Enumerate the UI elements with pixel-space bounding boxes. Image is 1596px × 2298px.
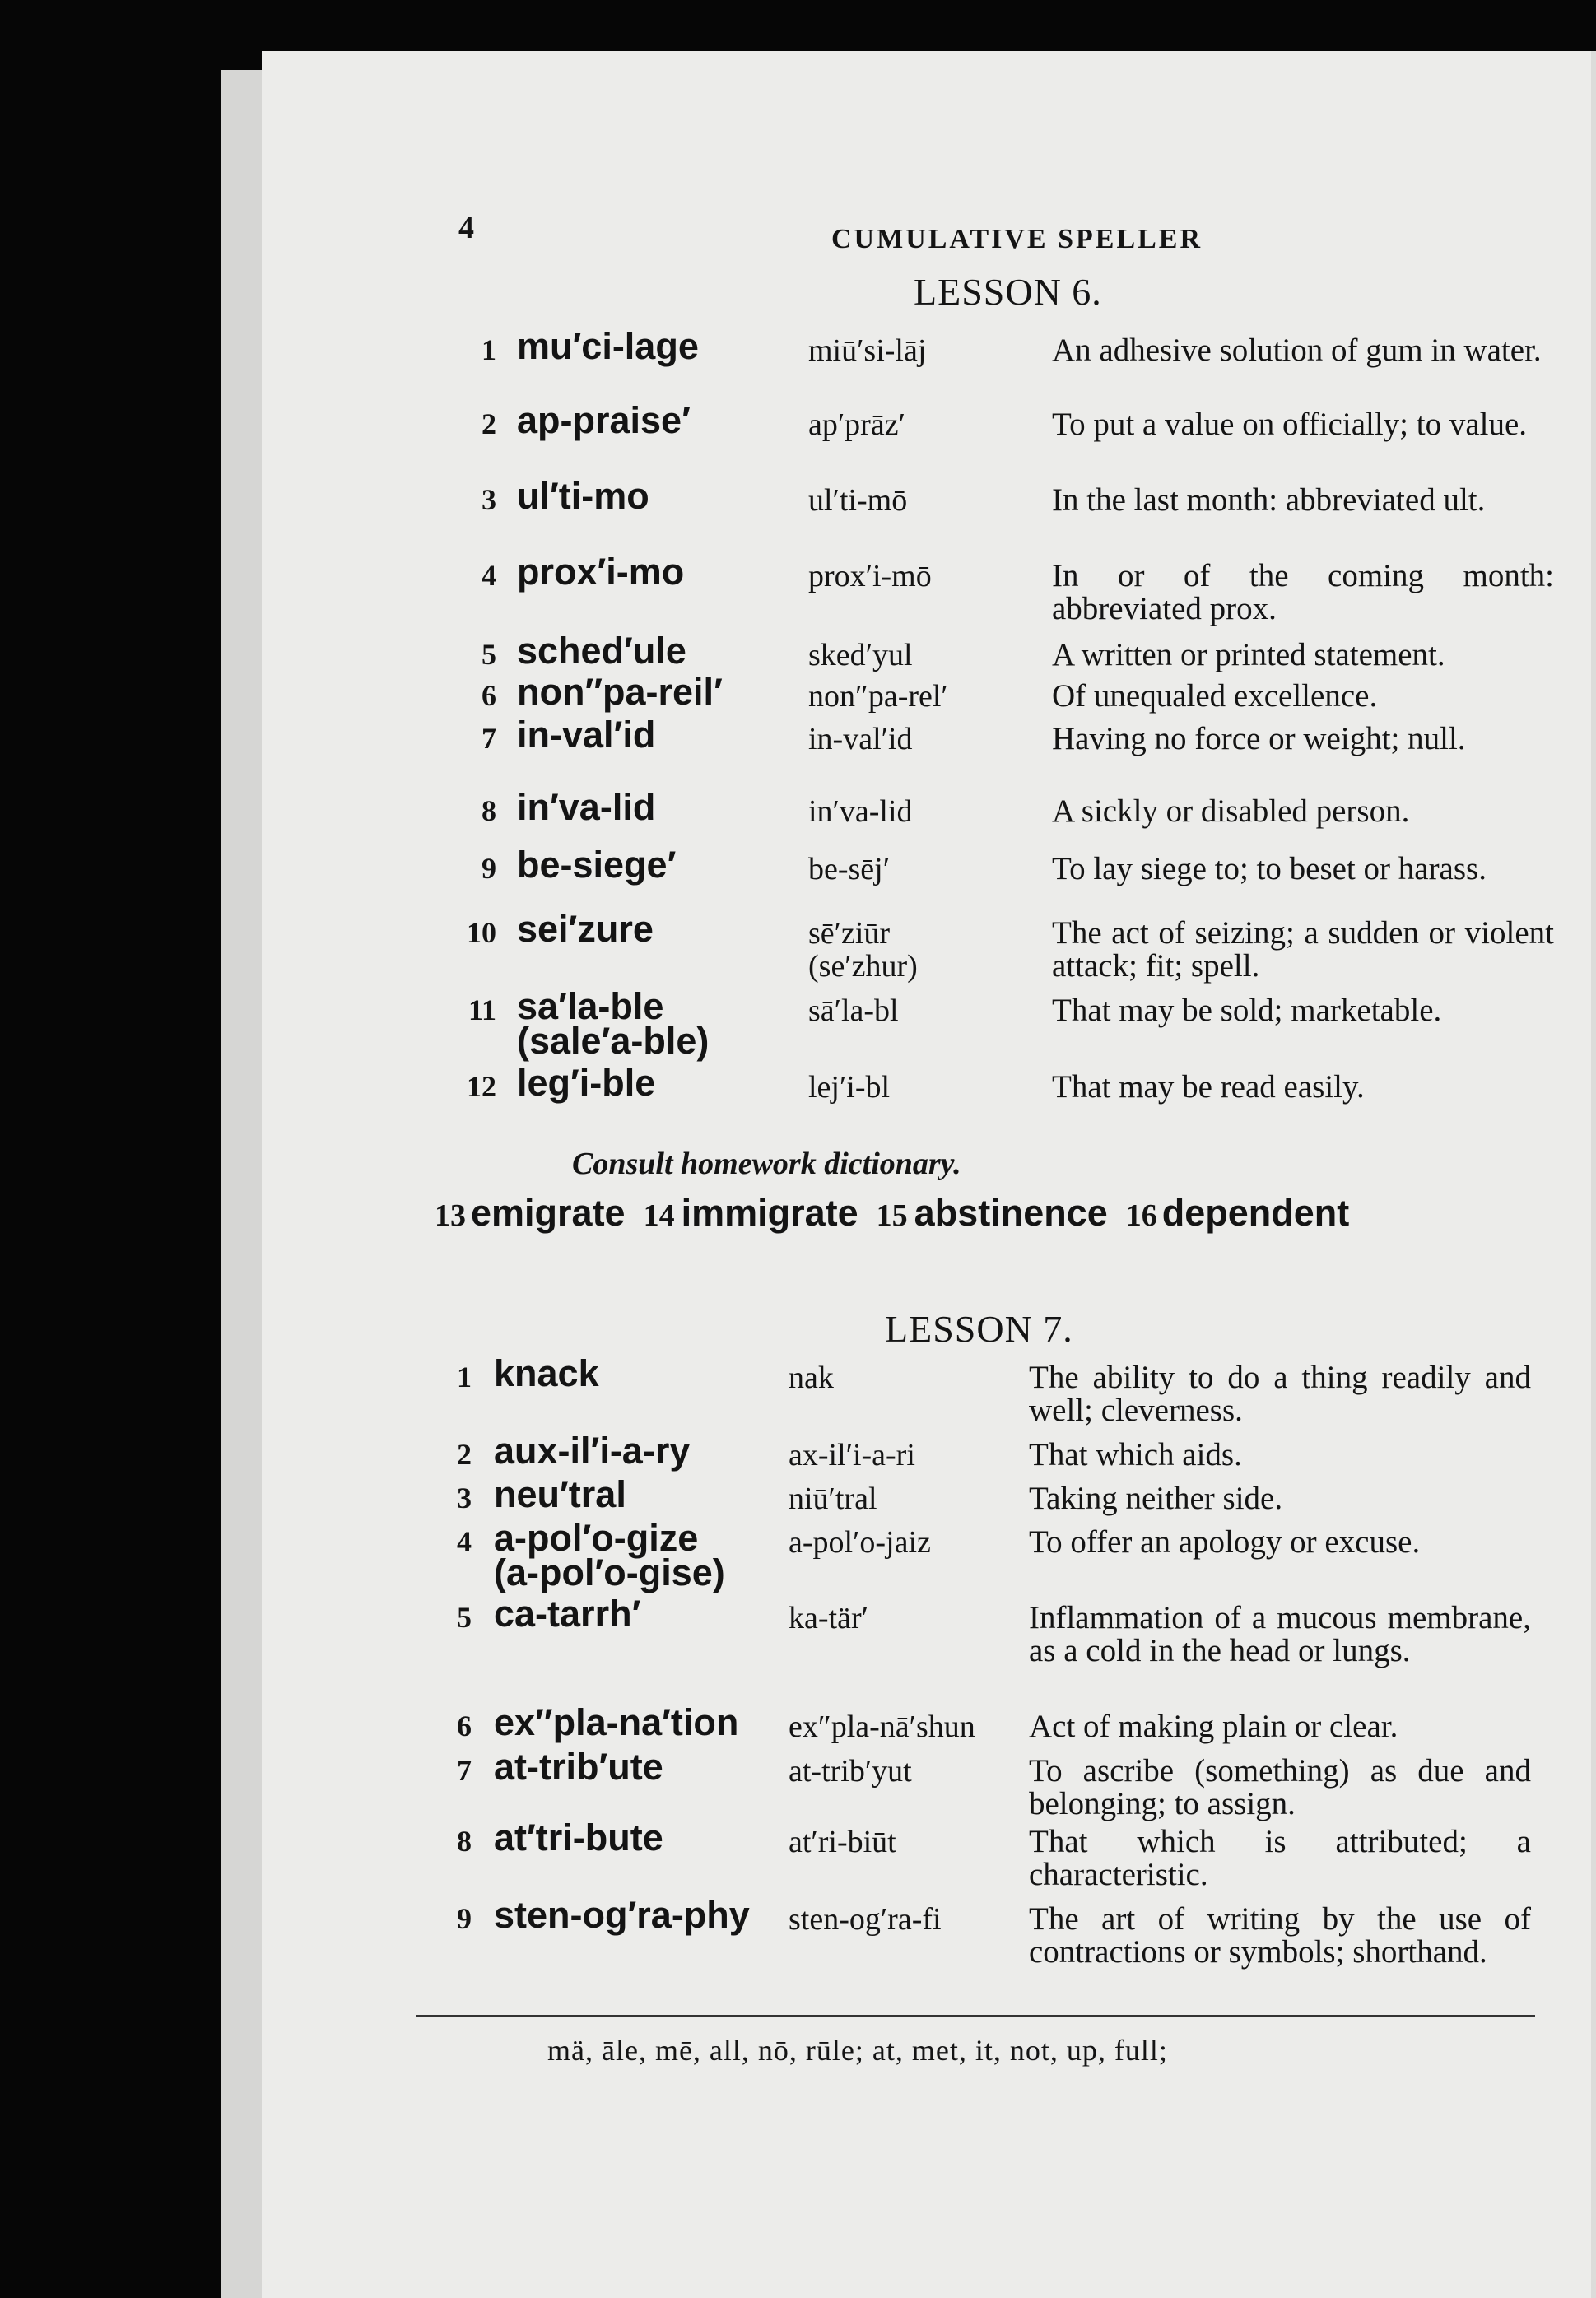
extra-number: 16 [1125, 1198, 1157, 1233]
entry-pronunciation [789, 1755, 912, 1788]
entry-pronunciation [808, 723, 913, 756]
entry-definition: To offer an apology or excuse. [1029, 1524, 1421, 1560]
entry-word-text: sten-og′ra-phy [494, 1894, 750, 1936]
lesson-6-extra-words [435, 1192, 1349, 1235]
entry-word [517, 714, 656, 756]
entry-definition: To ascribe (something) as due and belonging; to assign. [1029, 1753, 1531, 1821]
entry-number: 3 [482, 483, 496, 516]
entry-pronunciation [789, 1526, 931, 1559]
entry-word-text: ap-praise′ [517, 399, 691, 441]
entry-number: 6 [457, 1710, 472, 1742]
entry-pronunciation [789, 1361, 834, 1394]
entry-word-text: knack [494, 1352, 599, 1394]
entry-definition: The ability to do a thing readily and well; cleverness. [1029, 1360, 1531, 1428]
entry-word [494, 1701, 739, 1743]
entry-number: 11 [468, 993, 496, 1026]
extra-word: immigrate [681, 1192, 858, 1234]
entry-number: 8 [482, 794, 496, 827]
entry-definition: An adhesive solution of gum in water. [1052, 333, 1542, 368]
entry-word [494, 1593, 641, 1635]
entry-definition: The art of writing by the use of contractions or symbols; shorthand. [1029, 1901, 1531, 1970]
entry-definition: To put a value on officially; to value. [1052, 407, 1528, 442]
entry-pronunciation-text: sten-og′ra-fi [789, 1902, 942, 1937]
entry-word [494, 1817, 663, 1858]
entry-word [517, 908, 654, 950]
entry-word-text: in-val′id [517, 714, 656, 756]
entry-pronunciation [808, 680, 948, 713]
entry-definition: That which is attributed; a characteristic. [1029, 1824, 1531, 1892]
entry-word-text: non″pa-reil′ [517, 671, 723, 713]
entry-word [517, 1062, 656, 1104]
entry-word-text: at-trib′ute [494, 1746, 663, 1788]
entry-pronunciation-text: at′ri-biūt [789, 1825, 896, 1859]
entry-pronunciation-text: nak [789, 1361, 834, 1395]
entry-pronunciation-text: prox′i-mō [808, 559, 932, 593]
entry-word-text: ex″pla-na′tion [494, 1701, 739, 1743]
entry-pronunciation-text: niū′tral [789, 1482, 877, 1516]
entry-number: 9 [457, 1902, 472, 1935]
entry-pronunciation [808, 917, 918, 983]
entry-number: 6 [482, 679, 496, 712]
entry-pronunciation-text: a-pol′o-jaiz [789, 1525, 931, 1560]
page-left-edge [221, 70, 263, 2298]
entry-word [494, 1430, 691, 1472]
entry-definition: Inflammation of a mucous membrane, as a cold in the head or lungs. [1029, 1600, 1531, 1668]
entry-pronunciation [808, 560, 932, 593]
entry-pronunciation-text: miū′si-lāj [808, 333, 927, 368]
entry-definition: That may be read easily. [1052, 1069, 1365, 1105]
entry-word-alt: (sale′a-ble) [517, 1020, 710, 1062]
entry-word-text: ul′ti-mo [517, 475, 649, 517]
entry-pronunciation-text: sē′ziūr [808, 916, 891, 951]
extra-word: emigrate [471, 1192, 626, 1234]
entry-word-text: at′tri-bute [494, 1817, 663, 1858]
entry-word [494, 1746, 663, 1788]
entry-word [517, 671, 723, 713]
entry-word-text: prox′i-mo [517, 551, 685, 593]
entry-pronunciation [789, 1482, 877, 1515]
running-title: CUMULATIVE SPELLER [831, 224, 1203, 254]
extra-word: abstinence [914, 1192, 1108, 1234]
extra-number: 14 [643, 1198, 675, 1233]
entry-definition: To lay siege to; to beset or harass. [1052, 851, 1487, 886]
entry-word-text: leg′i-ble [517, 1062, 656, 1104]
entry-number: 4 [482, 559, 496, 592]
entry-word-text: sa′la-ble [517, 985, 664, 1027]
entry-word [517, 844, 677, 886]
entry-number: 3 [457, 1482, 472, 1514]
entry-number: 5 [482, 638, 496, 671]
entry-word [517, 475, 649, 517]
entry-word [517, 630, 686, 672]
entry-word [517, 551, 685, 593]
page-number: 4 [458, 211, 474, 245]
consult-note: Consult homework dictionary. [572, 1147, 961, 1181]
entry-number: 7 [457, 1754, 472, 1787]
entry-word [517, 325, 699, 367]
entry-pronunciation [808, 853, 890, 886]
entry-pronunciation-text: lej′i-bl [808, 1070, 891, 1105]
entry-pronunciation [808, 334, 926, 367]
entry-number: 1 [457, 1361, 472, 1393]
entry-pronunciation-text: sā′la-bl [808, 993, 899, 1028]
entry-pronunciation [789, 1439, 915, 1472]
entry-word-text: sched′ule [517, 630, 686, 672]
entry-definition: In the last month: abbreviated ult. [1052, 482, 1486, 518]
entry-word [517, 985, 710, 1062]
entry-pronunciation-text: non″pa-rel′ [808, 679, 948, 714]
entry-word [494, 1894, 750, 1936]
entry-pronunciation-text: ul′ti-mō [808, 483, 908, 518]
entry-definition: That may be sold; marketable. [1052, 993, 1442, 1028]
entry-definition: Having no force or weight; null. [1052, 721, 1466, 756]
entry-number: 1 [482, 333, 496, 366]
entry-pronunciation [808, 484, 907, 517]
entry-definition: A written or printed statement. [1052, 637, 1445, 672]
entry-definition: Of unequaled excellence. [1052, 678, 1378, 714]
entry-pronunciation [789, 1602, 868, 1635]
entry-pronunciation-text: ex″pla-nā′shun [789, 1710, 975, 1744]
entry-number: 4 [457, 1525, 472, 1558]
entry-pronunciation [808, 1071, 890, 1104]
entry-definition: A sickly or disabled person. [1052, 793, 1410, 829]
entry-pronunciation [808, 408, 905, 441]
entry-pronunciation-text: sked′yul [808, 638, 913, 672]
lesson-6-title: LESSON 6. [914, 271, 1102, 313]
pronunciation-key: mä, āle, mē, all, nō, rūle; at, met, it, not, up, full; [547, 2034, 1168, 2067]
extra-number: 13 [435, 1198, 466, 1233]
entry-word-text: sei′zure [517, 908, 654, 950]
entry-pronunciation-text: ka-tär′ [789, 1601, 868, 1635]
entry-number: 8 [457, 1825, 472, 1858]
extra-word: dependent [1161, 1192, 1350, 1234]
entry-pronunciation [789, 1710, 975, 1743]
footer-rule [416, 2015, 1535, 2017]
lesson-7-title: LESSON 7. [885, 1308, 1073, 1350]
extra-number: 15 [876, 1198, 908, 1233]
entry-word-text: in′va-lid [517, 786, 656, 828]
entry-number: 7 [482, 722, 496, 755]
entry-pronunciation [808, 994, 899, 1027]
entry-word-text: aux-il′i-a-ry [494, 1430, 691, 1472]
entry-definition: Taking neither side. [1029, 1481, 1283, 1516]
entry-word-alt: (a-pol′o-gise) [494, 1551, 725, 1593]
entry-number: 12 [467, 1070, 496, 1103]
entry-pronunciation [789, 1826, 896, 1858]
entry-word [517, 786, 656, 828]
entry-word [494, 1473, 626, 1515]
entry-pronunciation-text: at-trib′yut [789, 1754, 912, 1789]
entry-word-text: be-siege′ [517, 844, 677, 886]
entry-word-text: neu′tral [494, 1473, 626, 1515]
entry-pronunciation-text: in-val′id [808, 722, 913, 756]
entry-pronunciation-alt: (se′zhur) [808, 949, 918, 984]
entry-number: 2 [457, 1438, 472, 1471]
entry-pronunciation [789, 1903, 942, 1936]
entry-definition: In or of the coming month: abbreviated prox. [1052, 558, 1554, 626]
entry-word [494, 1352, 599, 1394]
entry-pronunciation [808, 639, 913, 672]
entry-number: 9 [482, 852, 496, 885]
entry-pronunciation [808, 795, 913, 828]
entry-number: 5 [457, 1601, 472, 1634]
entry-word [494, 1517, 725, 1593]
entry-number: 2 [482, 407, 496, 440]
entry-definition: Act of making plain or clear. [1029, 1709, 1398, 1744]
entry-definition: The act of seizing; a sudden or violent attack; fit; spell. [1052, 915, 1554, 984]
entry-pronunciation-text: in′va-lid [808, 794, 913, 829]
entry-number: 10 [467, 916, 496, 949]
entry-pronunciation-text: ax-il′i-a-ri [789, 1438, 915, 1472]
entry-pronunciation-text: be-sēj′ [808, 852, 891, 886]
entry-word [517, 399, 691, 441]
entry-definition: That which aids. [1029, 1437, 1242, 1472]
entry-word-text: mu′ci-lage [517, 325, 699, 367]
entry-word-text: ca-tarrh′ [494, 1593, 641, 1635]
entry-word-text: a-pol′o-gize [494, 1517, 699, 1559]
entry-pronunciation-text: ap′prāz′ [808, 407, 905, 442]
